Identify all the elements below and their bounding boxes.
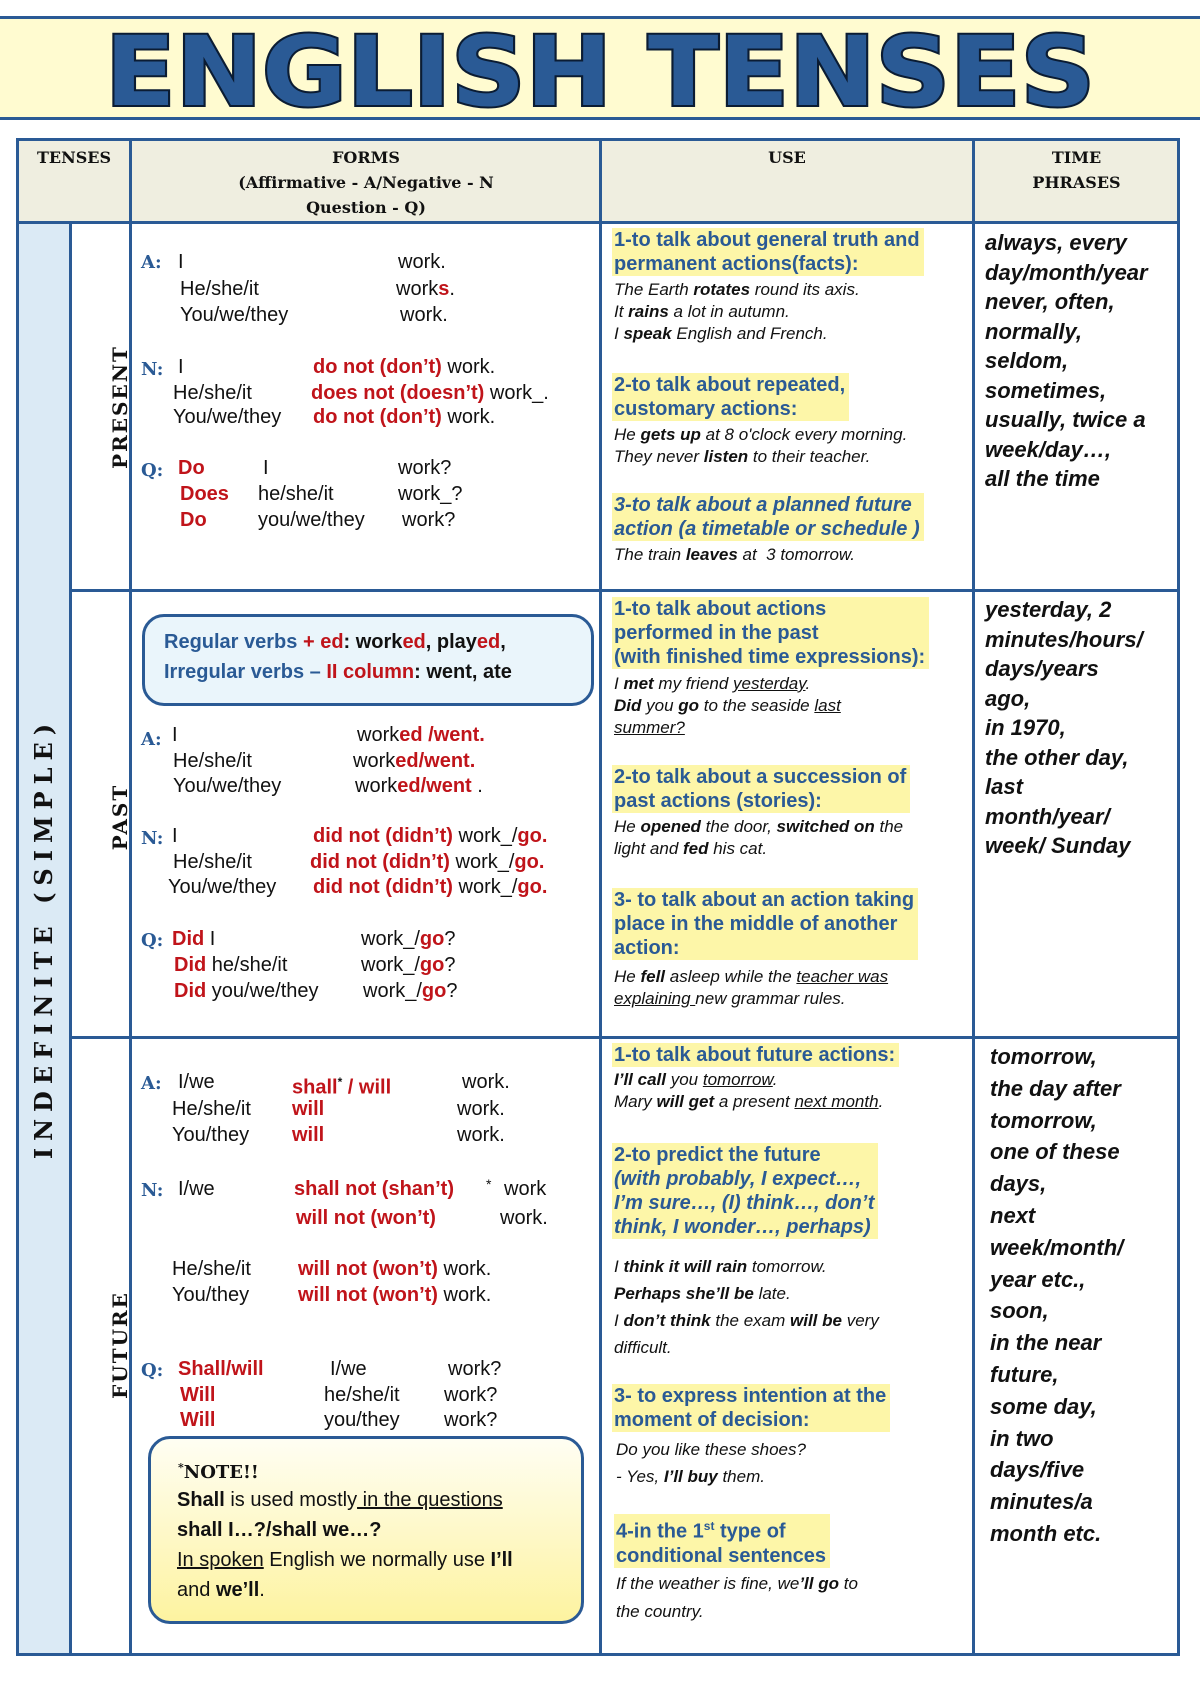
past-n3-subj: You/we/they bbox=[168, 876, 277, 898]
future-q1-subj: I/we bbox=[330, 1358, 367, 1380]
future-a2-aux: will bbox=[292, 1098, 325, 1120]
future-use2-examples: I think it will rain tomorrow. Perhaps she’ll be late. I don’t think the exam will be very difficult. bbox=[614, 1257, 879, 1357]
present-use2-heading: 2-to talk about repeated, customary actions: bbox=[612, 373, 849, 421]
future-q3-rest: work? bbox=[444, 1409, 498, 1431]
past-n2-form: did not (didn’t) work_/go. bbox=[310, 851, 545, 873]
header-forms-line2: (Affirmative - A/Negative - N bbox=[238, 173, 494, 192]
header-use: USE bbox=[768, 148, 806, 167]
past-a3-form: worked/went . bbox=[355, 775, 483, 797]
present-q1-subj: I bbox=[263, 457, 269, 479]
marker-affirmative: A: bbox=[141, 1073, 162, 1094]
page-title bbox=[0, 16, 1200, 128]
future-a1-aux: shall* / will bbox=[292, 1075, 392, 1099]
past-n1-form: did not (didn’t) work_/go. bbox=[313, 825, 548, 847]
present-n1-form: do not (don’t) work. bbox=[313, 356, 496, 378]
future-n2-rest: work. bbox=[500, 1207, 548, 1229]
present-q2-aux: Does bbox=[180, 483, 229, 505]
present-a2-subj: He/she/it bbox=[180, 278, 259, 300]
past-a1-form: worked /went. bbox=[357, 724, 485, 746]
present-a3-verb: work. bbox=[400, 304, 448, 326]
present-a1-subj: I bbox=[178, 251, 184, 273]
future-n1-neg: shall not (shan’t) bbox=[294, 1178, 454, 1200]
group-label-indefinite: INDEFINITE (SIMPLE) bbox=[29, 716, 58, 1160]
note-title: *NOTE!! bbox=[178, 1461, 259, 1483]
future-use2-heading: 2-to predict the future (with probably, I expect…, I’m sure…, (I) think…, don’t think, I wonder…, perhaps) bbox=[612, 1143, 878, 1239]
future-use3-heading: 3- to express intention at the moment of decision: bbox=[612, 1384, 890, 1432]
future-q2-aux: Will bbox=[180, 1384, 216, 1406]
future-use4-examples: If the weather is fine, we’ll go to the country. bbox=[616, 1574, 858, 1621]
future-q3-aux: Will bbox=[180, 1409, 216, 1431]
future-use1-heading: 1-to talk about future actions: bbox=[612, 1043, 899, 1067]
past-use3-examples: He fell asleep while the teacher was explaining new grammar rules. bbox=[614, 967, 889, 1008]
future-a3-rest: work. bbox=[457, 1124, 505, 1146]
past-use1-heading: 1-to talk about actions performed in the past (with finished time expressions): bbox=[612, 597, 929, 669]
future-n3-subj: He/she/it bbox=[172, 1258, 251, 1280]
future-a3-aux: will bbox=[292, 1124, 325, 1146]
header-forms-line3: Question - Q) bbox=[306, 198, 426, 217]
marker-negative: N: bbox=[141, 359, 164, 380]
past-time-phrases: yesterday, 2 minutes/hours/ days/years ago, in 1970, the other day, last month/year/ week/ Sunday bbox=[985, 597, 1143, 858]
future-q2-subj: he/she/it bbox=[324, 1384, 400, 1406]
present-q3-aux: Do bbox=[180, 509, 207, 531]
past-n3-form: did not (didn’t) work_/go. bbox=[313, 876, 548, 898]
future-use3-examples: Do you like these shoes? - Yes, I’ll buy them. bbox=[616, 1440, 806, 1486]
past-a2-form: worked/went. bbox=[353, 750, 476, 772]
note-line-1: Shall is used mostly in the questions bbox=[177, 1489, 503, 1511]
past-q1-rest: work_/go? bbox=[361, 928, 456, 950]
past-a2-subj: He/she/it bbox=[173, 750, 252, 772]
present-n3-subj: You/we/they bbox=[173, 406, 282, 428]
header-time-line1: TIME bbox=[1051, 148, 1102, 167]
future-q2-rest: work? bbox=[444, 1384, 498, 1406]
present-n3-form: do not (don’t) work. bbox=[313, 406, 496, 428]
past-use3-heading: 3- to talk about an action taking place in the middle of another action: bbox=[612, 888, 918, 960]
note-line-3: In spoken English we normally use I’ll bbox=[177, 1549, 513, 1571]
marker-negative: N: bbox=[141, 828, 164, 849]
row-label-future: FUTURE bbox=[108, 1291, 132, 1399]
past-q1-lead: Did I bbox=[172, 928, 216, 950]
present-use3-heading: 3-to talk about a planned future action (a timetable or schedule ) bbox=[612, 493, 924, 541]
past-a1-subj: I bbox=[172, 724, 178, 746]
past-use2-heading: 2-to talk about a succession of past actions (stories): bbox=[612, 765, 910, 813]
future-q1-rest: work? bbox=[448, 1358, 502, 1380]
future-n4-form: will not (won’t) work. bbox=[298, 1284, 492, 1306]
present-a1-verb: work. bbox=[398, 251, 446, 273]
future-a1-rest: work. bbox=[462, 1071, 510, 1093]
marker-question: Q: bbox=[141, 930, 164, 951]
header-forms bbox=[132, 145, 600, 220]
header-time-phrases bbox=[975, 145, 1178, 195]
present-q1-aux: Do bbox=[178, 457, 205, 479]
present-n2-subj: He/she/it bbox=[173, 382, 252, 404]
title-banner bbox=[0, 16, 1200, 128]
future-use1-examples: I’ll call you tomorrow. Mary will get a present next month. bbox=[614, 1070, 884, 1111]
future-a2-rest: work. bbox=[457, 1098, 505, 1120]
marker-affirmative: A: bbox=[141, 252, 162, 273]
header-forms-title: FORMS bbox=[332, 148, 400, 167]
past-q3-rest: work_/go? bbox=[363, 980, 458, 1002]
row-label-present: PRESENT bbox=[108, 345, 132, 469]
present-use2-examples: He gets up at 8 o'clock every morning. They never listen to their teacher. bbox=[614, 425, 908, 466]
future-a3-subj: You/they bbox=[172, 1124, 250, 1146]
past-q3-lead: Did you/we/they bbox=[174, 980, 319, 1002]
future-time-phrases: tomorrow, the day after tomorrow, one of these days, next week/month/ year etc., soon, in the near future, some day, in two days/five minutes/a month etc. bbox=[990, 1044, 1124, 1546]
future-q3-subj: you/they bbox=[324, 1409, 400, 1431]
present-use1-examples: The Earth rotates round its axis. It rains a lot in autumn. I speak English and French. bbox=[614, 280, 860, 343]
present-time-phrases: always, every day/month/year never, often, normally, seldom, sometimes, usually, twice a week/day…, all the time bbox=[985, 230, 1148, 491]
past-use2-examples: He opened the door, switched on the light and fed his cat. bbox=[614, 817, 904, 858]
past-n2-subj: He/she/it bbox=[173, 851, 252, 873]
present-a3-subj: You/we/they bbox=[180, 304, 289, 326]
future-use4-heading: 4-in the 1st type of conditional sentences bbox=[614, 1514, 830, 1568]
note-line-4: and we’ll. bbox=[177, 1579, 265, 1601]
page-title-text: ENGLISH TENSES bbox=[105, 16, 1095, 128]
future-a1-subj: I/we bbox=[178, 1071, 215, 1093]
future-n3-form: will not (won’t) work. bbox=[298, 1258, 492, 1280]
present-q2-subj: he/she/it bbox=[258, 483, 334, 505]
marker-affirmative: A: bbox=[141, 729, 162, 750]
present-q3-subj: you/we/they bbox=[258, 509, 365, 531]
row-label-past: PAST bbox=[108, 783, 132, 851]
present-q3-rest: work? bbox=[402, 509, 456, 531]
marker-question: Q: bbox=[141, 460, 164, 481]
present-n2-form: does not (doesn’t) work_. bbox=[311, 382, 549, 404]
future-q1-aux: Shall/will bbox=[178, 1358, 264, 1380]
header-time-line2: PHRASES bbox=[1032, 173, 1121, 192]
future-n1-subj: I/we bbox=[178, 1178, 215, 1200]
future-n2-neg: will not (won’t) bbox=[296, 1207, 436, 1229]
past-a3-subj: You/we/they bbox=[173, 775, 282, 797]
present-q2-rest: work_? bbox=[398, 483, 463, 505]
past-q2-lead: Did he/she/it bbox=[174, 954, 288, 976]
present-n1-subj: I bbox=[178, 356, 184, 378]
note-line-2: shall I…?/shall we…? bbox=[177, 1519, 382, 1541]
present-a2-form: works. bbox=[396, 278, 455, 300]
future-n1-star: * bbox=[486, 1176, 492, 1192]
header-tenses: TENSES bbox=[36, 148, 112, 167]
future-n4-subj: You/they bbox=[172, 1284, 250, 1306]
future-a2-subj: He/she/it bbox=[172, 1098, 251, 1120]
past-n1-subj: I bbox=[172, 825, 178, 847]
past-rule-irregular: Irregular verbs – II column: went, ate bbox=[164, 661, 512, 683]
present-use1-heading: 1-to talk about general truth and permanent actions(facts): bbox=[612, 228, 924, 276]
marker-question: Q: bbox=[141, 1360, 164, 1381]
past-rule-regular: Regular verbs + ed: worked, played, bbox=[164, 631, 506, 653]
present-q1-rest: work? bbox=[398, 457, 452, 479]
past-q2-rest: work_/go? bbox=[361, 954, 456, 976]
present-use3-examples: The train leaves at 3 tomorrow. bbox=[614, 545, 855, 564]
future-n1-rest: work bbox=[504, 1178, 547, 1200]
past-use1-examples: I met my friend yesterday. Did you go to the seaside last summer? bbox=[614, 674, 841, 737]
marker-negative: N: bbox=[141, 1180, 164, 1201]
